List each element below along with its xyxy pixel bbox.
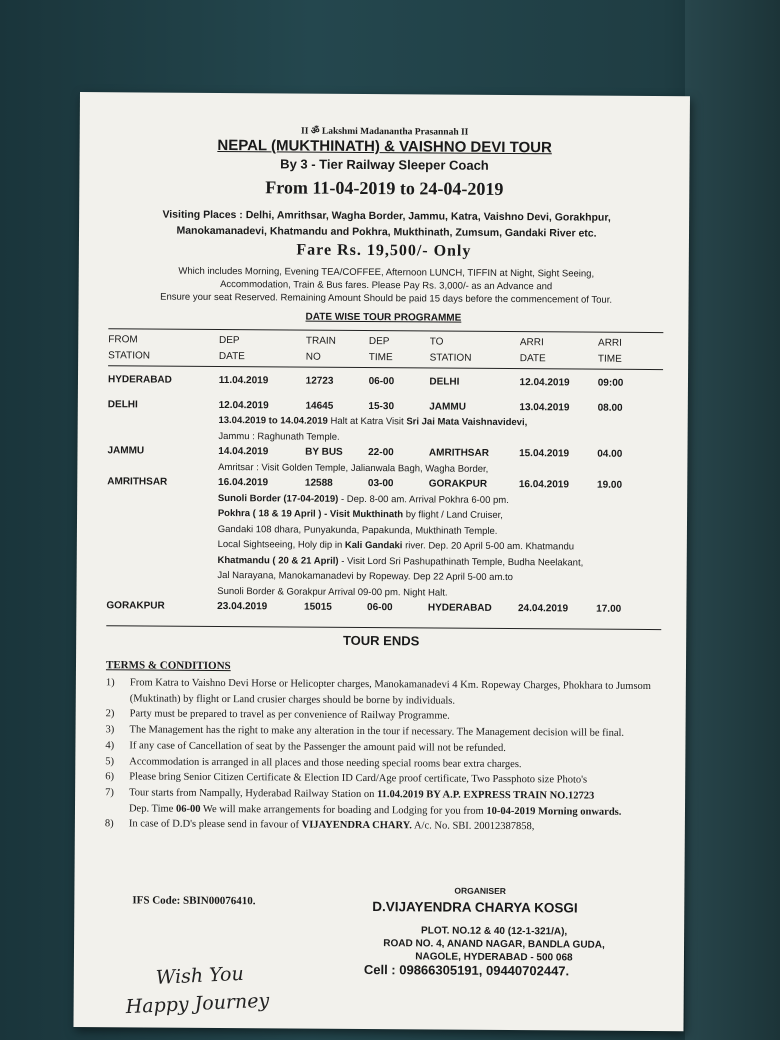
divider bbox=[106, 625, 661, 630]
inclusions bbox=[109, 264, 664, 307]
ifs-code: IFS Code: SBIN00076410. bbox=[132, 894, 256, 908]
visiting-line: Manokamanadevi, Khatmandu and Pokhra, Mukthinath, Zumsum, Gandaki River etc. bbox=[176, 224, 597, 240]
table-row: AMRITHSAR 16.04.2019 12588 03-00 GORAKPUR 16.04.2019 19.00 bbox=[107, 476, 623, 491]
table-note-row: Khatmandu ( 20 & 21 April) - Visit Lord Sri Pashupathinath Temple, Budha Neelakant, bbox=[217, 554, 584, 569]
tour-ends: TOUR ENDS bbox=[342, 632, 420, 649]
col-header-arr-date: ARRI DATE bbox=[519, 337, 546, 365]
list-item: 3) The Management has the right to make any alteration in the tour if necessary. The Management decision will be final. bbox=[105, 724, 625, 739]
col-header-dep-date: DEP DATE bbox=[218, 334, 245, 363]
table-note-row: Sunoli Border (17-04-2019) - Dep. 8-00 am. Arrival Pokhra 6-00 pm. bbox=[217, 492, 509, 506]
table-note-row: Local Sightseeing, Holy dip in Kali Gandaki river. Dep. 20 April 5-00 am. Khatmandu bbox=[217, 538, 575, 553]
programme-heading: DATE WISE TOUR PROGRAMME bbox=[305, 311, 462, 324]
list-item: 4) If any case of Cancellation of seat by the Passenger the amount paid will not be refunded. bbox=[105, 740, 506, 754]
invocation: II ॐ Lakshmi Madanantha Prasannah II bbox=[301, 126, 469, 138]
terms-list bbox=[105, 675, 666, 836]
organiser-name: D.VIJAYENDRA CHARYA KOSGI bbox=[372, 899, 578, 916]
table-row: HYDERABAD 11.04.2019 12723 06-00 DELHI 12.04.2019 09:00 bbox=[107, 374, 624, 389]
table-note-row: Amritsar : Visit Golden Temple, Jalianwala Bagh, Wagha Border, bbox=[218, 461, 489, 475]
terms-heading: TERMS & CONDITIONS bbox=[105, 659, 231, 673]
subtitle: By 3 - Tier Railway Sleeper Coach bbox=[280, 156, 489, 173]
background-panel bbox=[685, 0, 780, 1040]
table-note-row: Jammu : Raghunath Temple. bbox=[218, 430, 340, 443]
handwritten-journey: Happy Journey bbox=[125, 989, 270, 1019]
handwritten-wish: Wish You bbox=[155, 962, 245, 989]
organiser-phone: Cell : 09866305191, 09440702447. bbox=[363, 962, 570, 979]
address-line: NAGOLE, HYDERABAD - 500 068 bbox=[415, 951, 573, 964]
table-note-row: Sunoli Border & Gorakpur Arrival 09-00 pm. Night Halt. bbox=[217, 585, 448, 599]
tour-dates: From 11-04-2019 to 24-04-2019 bbox=[265, 177, 504, 199]
table-note-row: Pokhra ( 18 & 19 April ) - Visit Mukthinath by flight / Land Cruiser, bbox=[217, 507, 503, 521]
list-item: 7) Tour starts from Nampally, Hyderabad Railway Station on 11.04.2019 BY A.P. EXPRESS TRAIN NO.12723 Dep. Time 06-00 We will make arrangements for boading and Lodging for you from 10-04-2019 Morning onwards. bbox=[105, 787, 622, 818]
table-header-row bbox=[108, 332, 663, 368]
page-title: NEPAL (MUKTHINATH) & VAISHNO DEVI TOUR bbox=[217, 136, 552, 157]
address-line: PLOT. NO.12 & 40 (12-1-321/A), bbox=[421, 925, 568, 938]
list-item: 1) From Katra to Vaishno Devi Horse or Helicopter charges, Manokamanadevi 4 Km. Ropeway Charges, Phokhara to Jumsom (Muktinath) by flight or Land crusier charges should be borne by individuals. bbox=[105, 677, 652, 707]
address-line: ROAD NO. 4, ANAND NAGAR, BANDLA GUDA, bbox=[383, 938, 605, 951]
visiting-line: Visiting Places : Delhi, Amrithsar, Wagha Border, Jammu, Katra, Vaishno Devi, Gorakhpur, bbox=[162, 208, 611, 224]
inclusions-line: Accommodation, Train & Bus fares. Please Pay Rs. 3,000/- as an Advance and bbox=[220, 278, 553, 293]
organiser-address bbox=[359, 924, 629, 965]
table-row: DELHI 12.04.2019 14645 15-30 JAMMU 13.04.2019 08.00 bbox=[107, 398, 623, 414]
col-header-train: TRAIN NO bbox=[305, 335, 336, 363]
visiting-places bbox=[109, 206, 664, 242]
table-note-row: 13.04.2019 to 14.04.2019 Halt at Katra Visit Sri Jai Mata Vaishnavidevi, bbox=[218, 414, 528, 429]
col-header-dep-time: DEP TIME bbox=[368, 336, 393, 364]
organiser-label: ORGANISER bbox=[454, 885, 506, 896]
table-note-row: Jal Narayana, Manokamanadevi by Ropeway. Dep 22 April 5-00 am.to bbox=[217, 569, 513, 584]
col-header-arr-time: ARRI TIME bbox=[597, 337, 622, 365]
col-header-to: TO STATION bbox=[429, 336, 472, 364]
list-item: 6) Please bring Senior Citizen Certificate & Election ID Card/Age proof certificate, Two Passphoto size Photo's bbox=[105, 771, 588, 786]
table-row: GORAKPUR 23.04.2019 15015 06-00 HYDERABAD 24.04.2019 17.00 bbox=[106, 600, 622, 615]
table-row: JAMMU 14.04.2019 BY BUS 22-00 AMRITHSAR 15.04.2019 04.00 bbox=[107, 445, 623, 460]
inclusions-line: Which includes Morning, Evening TEA/COFFEE, Afternoon LUNCH, TIFFIN at Night, Sight Seeing, bbox=[178, 265, 595, 280]
list-item: 8) In case of D.D's please send in favour of VIJAYENDRA CHARY. A/c. No. SBI. 20012387858, bbox=[104, 818, 535, 833]
list-item: 2) Party must be prepared to travel as per convenience of Railway Programme. bbox=[105, 708, 450, 723]
list-item: 5) Accommodation is arranged in all places and those needing special rooms bear extra charges. bbox=[105, 755, 522, 770]
fare: Fare Rs. 19,500/- Only bbox=[296, 241, 472, 260]
table-note-row: Gandaki 108 dhara, Punyakunda, Papakunda, Mukthinath Temple. bbox=[217, 523, 498, 537]
tour-schedule-table bbox=[106, 332, 663, 617]
tour-flyer bbox=[73, 92, 690, 1031]
inclusions-line: Ensure your seat Reserved. Remaining Amount Should be paid 15 days before the commencement of Tour. bbox=[160, 291, 613, 306]
col-header-from: FROM STATION bbox=[108, 334, 151, 362]
